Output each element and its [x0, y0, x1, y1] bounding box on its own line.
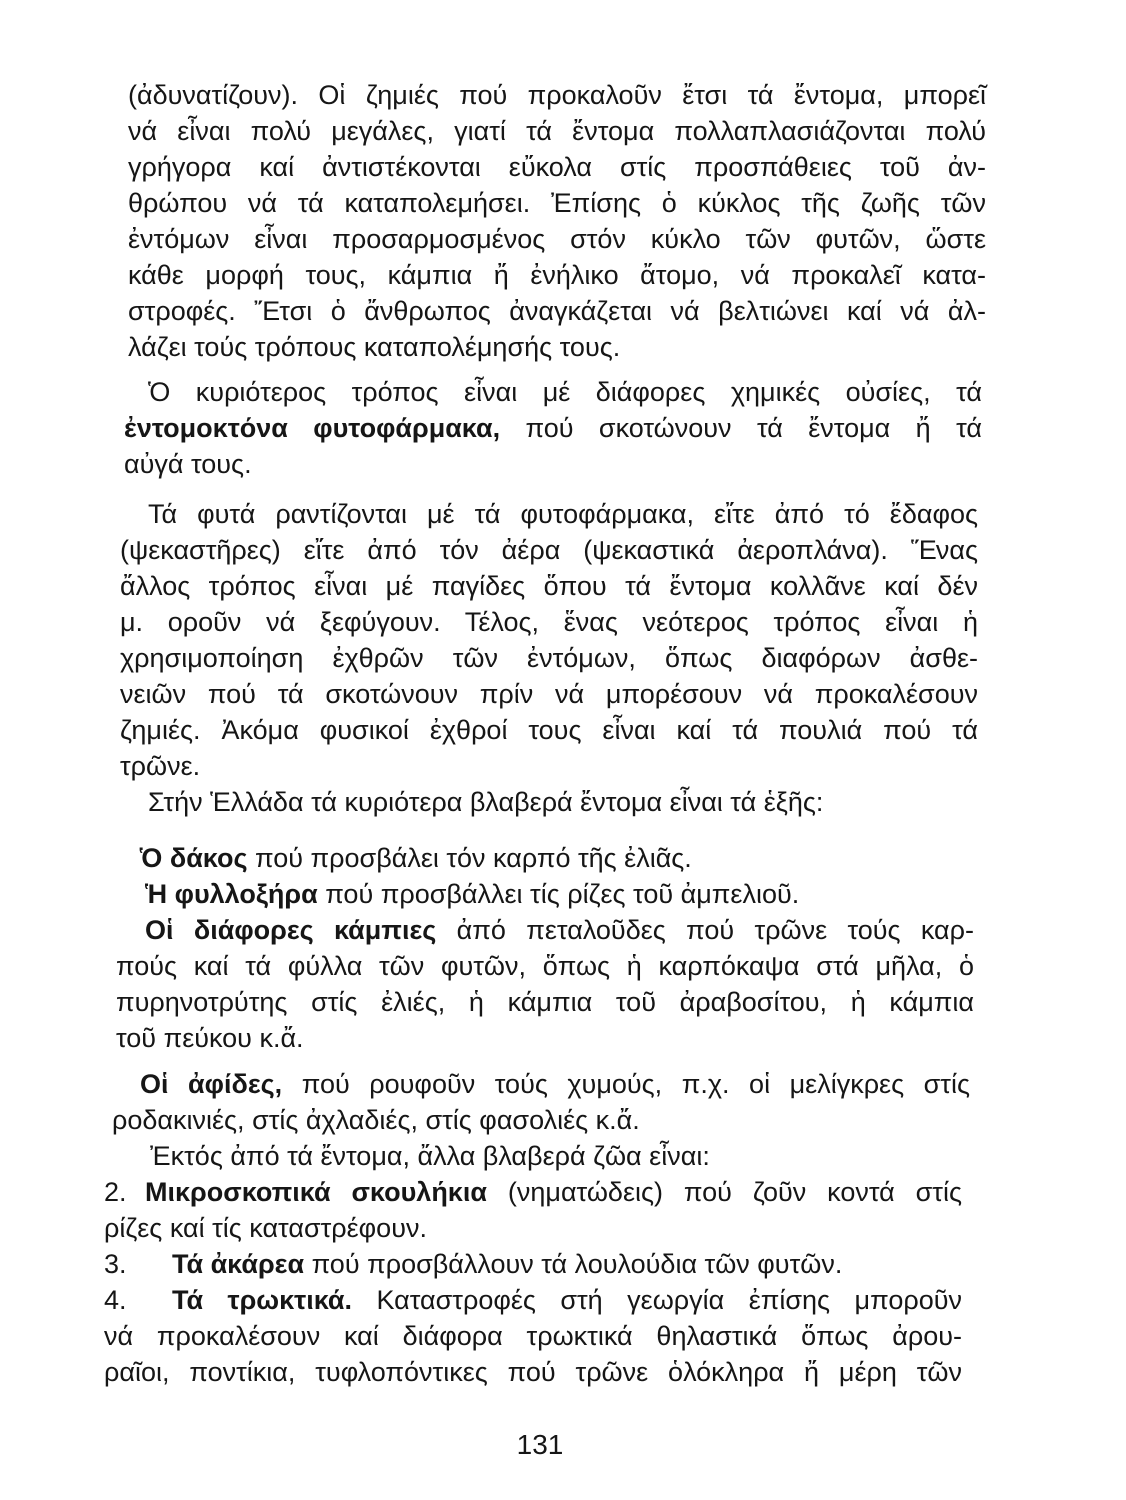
text-run: τρῶνε.: [120, 751, 201, 781]
bold-term: Ὁ δάκος: [140, 843, 248, 873]
text-run: νειῶν πού τά σκοτώνουν πρίν νά μπορέσουν νά προκαλέσουν: [120, 679, 978, 709]
text-line: [120, 604, 978, 640]
text-run: Καταστροφές στή γεωργία ἐπίσης μποροῦν: [351, 1285, 962, 1315]
text-run: τοῦ πεύκου κ.ἄ.: [116, 1023, 304, 1053]
list-item: [104, 1246, 962, 1282]
text-run: ροδακινιές, στίς ἀχλαδιές, στίς φασολιές κ.ἄ.: [112, 1105, 640, 1135]
text-line: [120, 676, 978, 712]
text-run: ραῖοι, ποντίκια, τυφλοπόντικες πού τρῶνε ὁλόκληρα ἤ μέρη τῶν: [104, 1357, 962, 1387]
text-run: πού προσβάλει τόν καρπό τῆς ἐλιᾶς.: [247, 843, 692, 873]
text-line: [116, 984, 974, 1020]
text-run: μ. οροῦν νά ξεφύγουν. Τέλος, ἕνας νεότερος τρόπος εἶναι ἡ: [120, 607, 978, 637]
list-item: [104, 1282, 962, 1390]
text-line: [124, 410, 982, 446]
text-run: στροφές. Ἔτσι ὁ ἄνθρωπος ἀναγκάζεται νά βελτιώνει καί νά ἀλ-: [128, 296, 986, 326]
text-run: αὐγά τους.: [124, 449, 252, 479]
text-line: [104, 1246, 962, 1282]
bold-term: Τά ἀκάρεα: [172, 1249, 305, 1279]
text-run: γρήγορα καί ἀντιστέκονται εὔκολα στίς προσπάθειες τοῦ ἀν-: [128, 152, 986, 182]
text-line: [104, 1354, 962, 1390]
text-line: [128, 113, 986, 149]
text-run: πού προσβάλλει τίς ρίζες τοῦ ἀμπελιοῦ.: [317, 879, 800, 909]
text-run: ἐντόμων εἶναι προσαρμοσμένος στόν κύκλο τῶν φυτῶν, ὥστε: [128, 224, 986, 254]
text-run: κάθε μορφή τους, κάμπια ἤ ἐνήλικο ἄτομο, νά προκαλεῖ κατα-: [128, 260, 986, 290]
text-line: [120, 568, 978, 604]
bold-term: Μικροσκοπικά σκουλήκια: [145, 1177, 487, 1207]
text-run: χρησιμοποίηση ἐχθρῶν τῶν ἐντόμων, ὅπως διαφόρων ἀσθε-: [120, 643, 978, 673]
bold-term: Οἱ ἀφίδες,: [140, 1069, 283, 1099]
text-run: λάζει τούς τρόπους καταπολέμησής τους.: [128, 332, 621, 362]
text-run: πού σκοτώνουν τά ἔντομα ἤ τά: [500, 413, 982, 443]
paragraph: [118, 840, 976, 876]
text-line: [120, 496, 978, 532]
list-number: 3.: [104, 1249, 127, 1279]
text-line: [112, 1066, 970, 1102]
text-line: [104, 1210, 962, 1246]
text-line: [128, 257, 986, 293]
paragraph: [128, 77, 986, 365]
text-line: [112, 1138, 970, 1174]
list-item: [104, 1174, 962, 1246]
text-line: [104, 1318, 962, 1354]
bold-term: ἐντομοκτόνα φυτοφάρμακα,: [124, 413, 501, 443]
text-line: [116, 912, 974, 948]
text-line: [104, 1282, 962, 1318]
text-run: νά προκαλέσουν καί διάφορα τρωκτικά θηλαστικά ὅπως ἀρου-: [104, 1321, 962, 1351]
text-line: [128, 293, 986, 329]
text-run: (ἀδυνατίζουν). Οἱ ζημιές πού προκαλοῦν ἔτσι τά ἔντομα, μπορεῖ: [128, 80, 986, 110]
text-run: ἄλλος τρόπος εἶναι μέ παγίδες ὅπου τά ἔντομα κολλᾶνε καί δέν: [120, 571, 978, 601]
text-run: πού ρουφοῦν τούς χυμούς, π.χ. οἱ μελίγκρες στίς: [282, 1069, 970, 1099]
text-line: [124, 374, 982, 410]
text-line: [120, 712, 978, 748]
text-line: [120, 640, 978, 676]
text-run: Ὁ κυριότερος τρόπος εἶναι μέ διάφορες χημικές οὐσίες, τά: [148, 377, 982, 407]
text-line: [124, 446, 982, 482]
text-run: νά εἶναι πολύ μεγάλες, γιατί τά ἔντομα πολλαπλασιάζονται πολύ: [128, 116, 986, 146]
text-line: [120, 748, 978, 784]
text-line: [128, 221, 986, 257]
list-number: 4.: [104, 1285, 127, 1315]
text-line: [118, 876, 976, 912]
text-run: πούς καί τά φύλλα τῶν φυτῶν, ὅπως ἡ καρπόκαψα στά μῆλα, ὁ: [116, 951, 974, 981]
text-run: πυρηνοτρύτης στίς ἐλιές, ἡ κάμπια τοῦ ἀραβοσίτου, ἡ κάμπια: [116, 987, 974, 1017]
page-text-body: [0, 77, 1126, 1390]
paragraph: [112, 1138, 970, 1174]
text-line: [128, 329, 986, 365]
bold-term: Ἡ φυλλοξήρα: [145, 879, 318, 909]
text-line: [104, 1174, 962, 1210]
paragraph: [118, 876, 976, 912]
text-run: θρώπου νά τά καταπολεμήσει. Ἐπίσης ὁ κύκλος τῆς ζωῆς τῶν: [128, 188, 986, 218]
text-run: Ἐκτός ἀπό τά ἔντομα, ἄλλα βλαβερά ζῶα εἶναι:: [150, 1141, 710, 1171]
text-line: [128, 149, 986, 185]
text-run: Τά φυτά ραντίζονται μέ τά φυτοφάρμακα, εἴτε ἀπό τό ἔδαφος: [148, 499, 978, 529]
text-run: ἀπό πεταλοῦδες πού τρῶνε τούς καρ-: [436, 915, 974, 945]
paragraph: [120, 784, 978, 820]
text-run: (νηματώδεις) πού ζοῦν κοντά στίς: [486, 1177, 962, 1207]
text-line: [120, 784, 978, 820]
text-run: ζημιές. Ἀκόμα φυσικοί ἐχθροί τους εἶναι καί τά πουλιά πού τά: [120, 715, 978, 745]
paragraph: [124, 374, 982, 482]
text-line: [116, 948, 974, 984]
bold-term: Οἱ διάφορες κάμπιες: [145, 915, 437, 945]
text-line: [128, 185, 986, 221]
text-run: πού προσβάλλουν τά λουλούδια τῶν φυτῶν.: [304, 1249, 843, 1279]
text-line: [116, 1020, 974, 1056]
text-line: [112, 1102, 970, 1138]
paragraph: [112, 1066, 970, 1138]
text-run: Στήν Ἑλλάδα τά κυριότερα βλαβερά ἔντομα εἶναι τά ἑξῆς:: [148, 787, 824, 817]
text-line: [118, 840, 976, 876]
page-number: 131: [516, 1429, 564, 1460]
text-line: [128, 77, 986, 113]
list-number: 2.: [104, 1177, 127, 1207]
text-line: [120, 532, 978, 568]
paragraph: [120, 496, 978, 784]
paragraph: [116, 912, 974, 1056]
bold-term: Τά τρωκτικά.: [172, 1285, 352, 1315]
text-run: (ψεκαστῆρες) εἴτε ἀπό τόν ἀέρα (ψεκαστικά ἀεροπλάνα). Ἕνας: [120, 535, 978, 565]
text-run: ρίζες καί τίς καταστρέφουν.: [104, 1213, 427, 1243]
